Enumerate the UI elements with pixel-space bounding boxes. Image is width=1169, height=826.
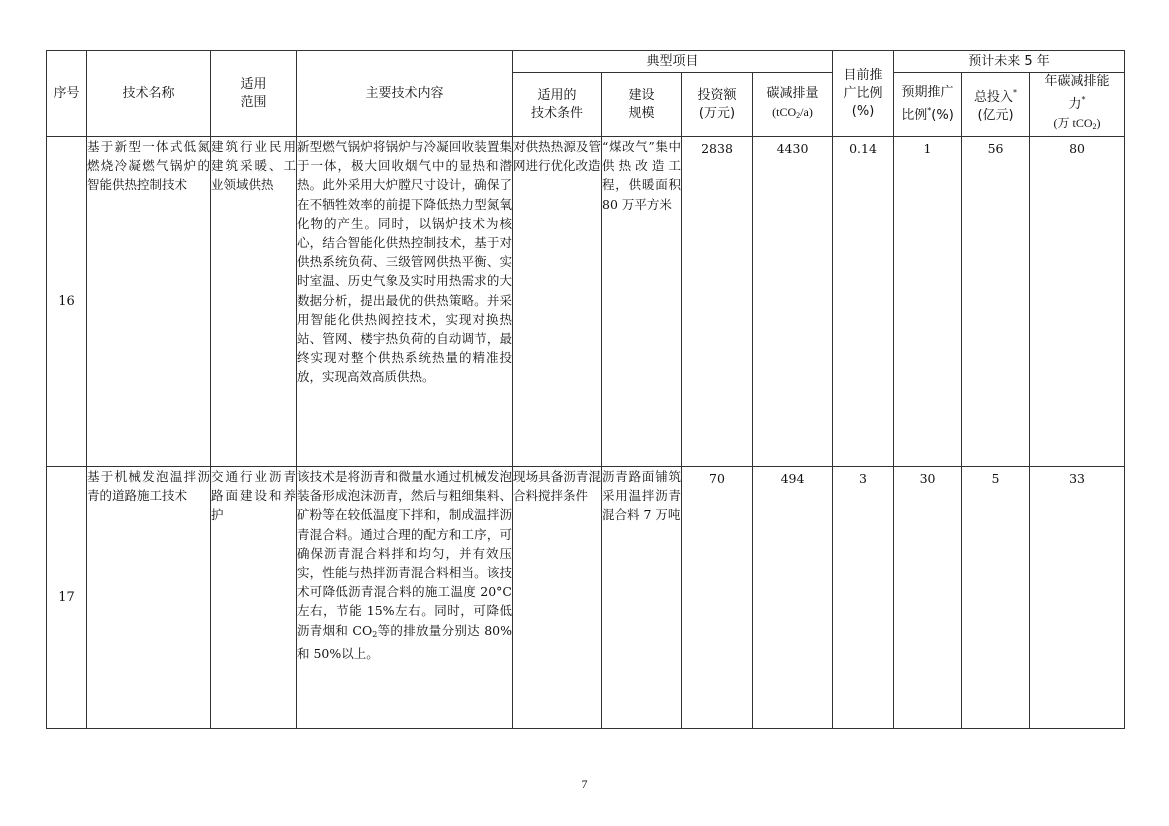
row-scale: 沥青路面铺筑采用温拌沥青混合料 7 万吨 <box>602 467 682 729</box>
header-total-line1: 总投入 <box>974 90 1014 105</box>
header-forecast: 预计未来 5 年 <box>894 51 1125 73</box>
header-current-line2: 广比例 <box>843 85 883 101</box>
row-total-investment: 5 <box>962 467 1030 729</box>
row-reduction: 4430 <box>753 137 833 467</box>
header-scope-line2: 范围 <box>240 94 267 110</box>
header-expected-line1: 预期推广 <box>901 85 954 100</box>
header-conditions-line1: 适用的 <box>537 87 577 103</box>
row-expected-ratio: 1 <box>894 137 962 467</box>
row-content: 新型燃气锅炉将锅炉与冷凝回收装置集于一体，极大回收烟气中的显热和潜热。此外采用大炉膛尺寸设计，确保了在不牺牲效率的前提下降低热力型氮氧化物的产生。同时，以锅炉技术为核心，结合智能化供热控制技术，基于对供热系统负荷、三级管网供热平衡、实时室温、历史气象及实时用热需求的大数据分析，提出最优的供热策略。并采用智能化供热阀控技术，实现对换热站、管网、楼宇热负荷的自动调节，最终实现对整个供热系统热量的精准投放，实现高效高质供热。 <box>297 137 513 467</box>
header-annual-line3-sub: 2 <box>1092 122 1097 131</box>
header-expected-line2b: (%) <box>931 108 954 123</box>
row-content-part-b: 等的排放量分别达 80%和 50%以上。 <box>297 622 512 661</box>
row-annual-reduction: 33 <box>1030 467 1125 729</box>
header-reduction-unit-a: (tCO <box>772 104 797 119</box>
row-tech-name: 基于机械发泡温拌沥青的道路施工技术 <box>87 467 211 729</box>
row-current-ratio: 0.14 <box>833 137 894 467</box>
header-expected-line2a: 比例 <box>901 108 928 123</box>
row-content-sub: 2 <box>372 629 378 639</box>
header-scale <box>602 73 682 137</box>
row-investment: 2838 <box>682 137 753 467</box>
row-conditions: 对供热热源及管网进行优化改造 <box>513 137 602 467</box>
header-reduction-unit-b: /a) <box>800 104 813 119</box>
row-investment: 70 <box>682 467 753 729</box>
header-total-star: * <box>1013 88 1018 97</box>
header-scale-line1: 建设 <box>628 87 655 103</box>
header-annual-reduction <box>1030 73 1125 137</box>
header-tech-name: 技术名称 <box>87 51 211 137</box>
header-seq: 序号 <box>47 51 87 137</box>
header-total-line2: (亿元) <box>977 108 1014 123</box>
header-typical-project: 典型项目 <box>513 51 833 73</box>
table-row <box>47 467 1125 729</box>
header-scope <box>211 51 297 137</box>
header-annual-line3a: (万 tCO <box>1053 116 1093 130</box>
table-row <box>47 137 1125 467</box>
row-scope: 交通行业沥青路面建设和养护 <box>211 467 297 729</box>
header-total-investment <box>962 73 1030 137</box>
header-current-line3: (%) <box>851 103 875 119</box>
header-conditions-line2: 技术条件 <box>530 105 583 121</box>
header-scope-line1: 适用 <box>240 76 267 92</box>
header-reduction <box>753 73 833 137</box>
technology-table <box>46 50 1125 729</box>
header-scale-line2: 规模 <box>628 105 655 121</box>
row-tech-name: 基于新型一体式低氮燃烧冷凝燃气锅炉的智能供热控制技术 <box>87 137 211 467</box>
row-scope: 建筑行业民用建筑采暖、工业领域供热 <box>211 137 297 467</box>
header-annual-star: * <box>1081 95 1086 104</box>
header-annual-line2: 力 <box>1068 97 1082 112</box>
header-expected-star: * <box>927 106 932 115</box>
header-annual-line1: 年碳减排能 <box>1044 74 1110 89</box>
header-investment-line1: 投资额 <box>697 87 737 103</box>
header-current-line1: 目前推 <box>843 67 883 83</box>
row-index: 17 <box>47 467 87 729</box>
header-current-ratio <box>833 51 894 137</box>
header-expected-ratio <box>894 73 962 137</box>
row-index: 16 <box>47 137 87 467</box>
row-total-investment: 56 <box>962 137 1030 467</box>
header-annual-line3b: ) <box>1096 116 1101 130</box>
row-reduction: 494 <box>753 467 833 729</box>
page-number: 7 <box>581 777 588 791</box>
header-investment <box>682 73 753 137</box>
row-content <box>297 467 513 729</box>
row-annual-reduction: 80 <box>1030 137 1125 467</box>
row-scale: “煤改气”集中供热改造工程，供暖面积 80 万平方米 <box>602 137 682 467</box>
header-reduction-line1: 碳减排量 <box>766 85 819 101</box>
row-expected-ratio: 30 <box>894 467 962 729</box>
row-current-ratio: 3 <box>833 467 894 729</box>
header-content: 主要技术内容 <box>297 51 513 137</box>
row-content-part-a: 该技术是将沥青和微量水通过机械发泡装备形成泡沫沥青，然后与粗细集料、矿粉等在较低温度下拌和，制成温拌沥青混合料。通过合理的配方和工序，可确保沥青混合料拌和均匀，并有效压实，性能与热拌沥青混合料相当。该技术可降低沥青混合料的施工温度 20°C左右，节能 15%左右。同时，可降低沥青烟和 CO <box>297 469 512 638</box>
row-conditions: 现场具备沥青混合料搅拌条件 <box>513 467 602 729</box>
header-investment-line2: (万元) <box>698 105 736 121</box>
header-reduction-unit-sub: 2 <box>796 110 801 120</box>
header-conditions <box>513 73 602 137</box>
